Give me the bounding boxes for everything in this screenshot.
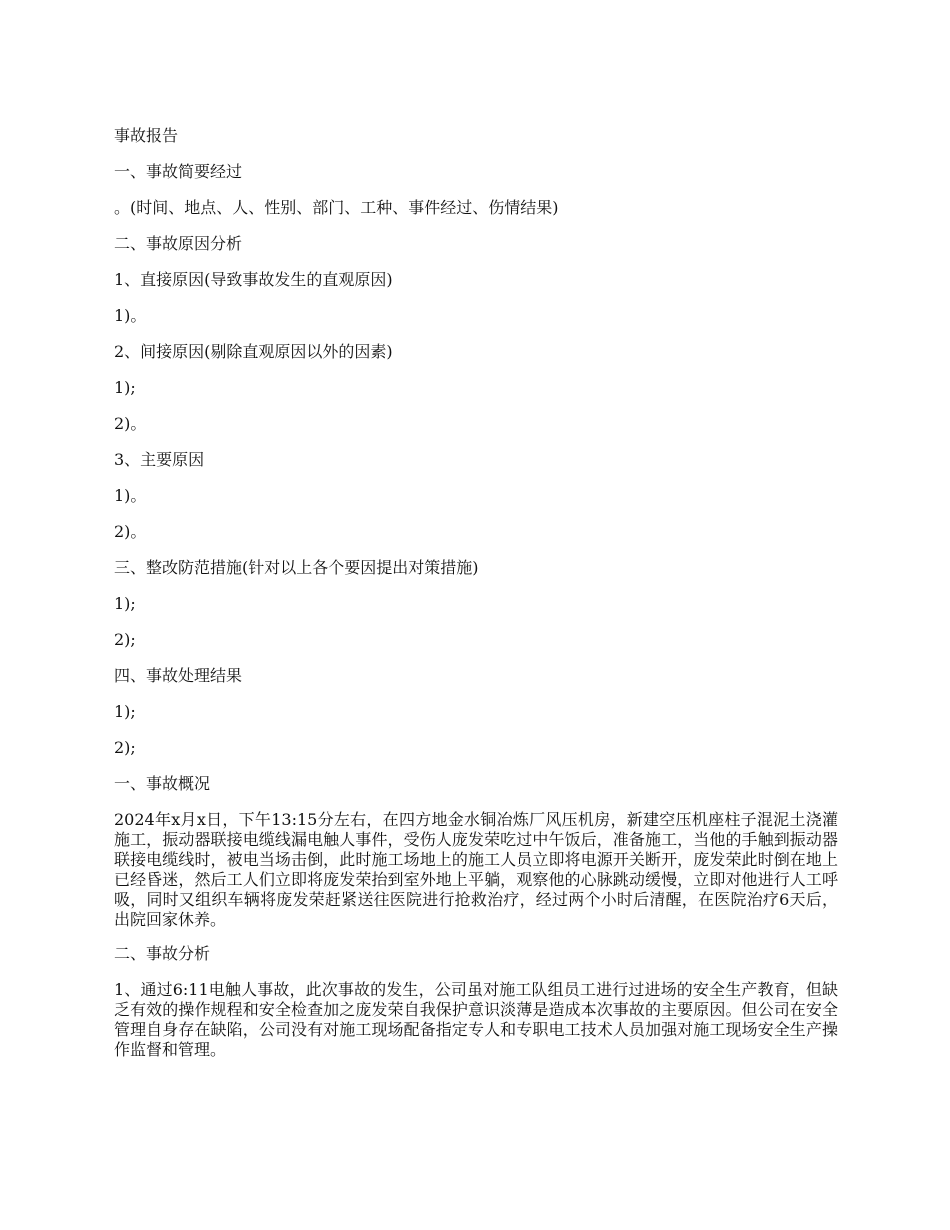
section-heading: 二、事故分析	[114, 944, 211, 963]
document-page	[114, 126, 838, 1074]
section-heading: 四、事故处理结果	[114, 666, 243, 685]
list-item: 1);	[114, 594, 136, 613]
overview-paragraph: 2024年x月x日，下午13:15分左右，在四方地金水铜冶炼厂风压机房，新建空压机座柱子混泥土浇灌施工，振动器联接电缆线漏电触人事件，受伤人庞发荣吃过中午饭后，准备施工，当他的手触到振动器联接电缆线时，被电当场击倒，此时施工场地上的施工人员立即将电源开关断开，庞发荣此时倒在地上已经昏迷，然后工人们立即将庞发荣抬到室外地上平躺，观察他的心脉跳动缓慢，立即对他进行人工呼吸，同时又组织车辆将庞发荣赶紧送往医院进行抢救治疗，经过两个小时后清醒，在医院治疗6天后，出院回家休养。	[114, 810, 838, 929]
subsection-heading: 1、直接原因(导致事故发生的直观原因)	[114, 270, 393, 289]
section-heading: 二、事故原因分析	[114, 234, 243, 253]
list-item: 1)。	[114, 486, 147, 505]
doc-title: 事故报告	[114, 126, 179, 145]
analysis-paragraph: 1、通过6:11电触人事故，此次事故的发生，公司虽对施工队组员工进行过进场的安全生产教育，但缺乏有效的操作规程和安全检查加之庞发荣自我保护意识淡薄是造成本次事故的主要原因。但公司在安全管理自身存在缺陷，公司没有对施工现场配备指定专人和专职电工技术人员加强对施工现场安全生产操作监督和管理。	[114, 980, 838, 1059]
section-heading: 一、事故概况	[114, 774, 211, 793]
list-item: 2)。	[114, 522, 147, 541]
section-heading: 一、事故简要经过	[114, 162, 243, 181]
list-item: 1);	[114, 702, 136, 721]
doc-line: 。(时间、地点、人、性别、部门、工种、事件经过、伤情结果)	[114, 198, 559, 217]
subsection-heading: 3、主要原因	[114, 450, 205, 469]
subsection-heading: 2、间接原因(剔除直观原因以外的因素)	[114, 342, 393, 361]
section-heading: 三、整改防范措施(针对以上各个要因提出对策措施)	[114, 558, 479, 577]
list-item: 2)。	[114, 414, 147, 433]
list-item: 1)。	[114, 306, 147, 325]
list-item: 2);	[114, 630, 136, 649]
list-item: 1);	[114, 378, 136, 397]
list-item: 2);	[114, 738, 136, 757]
